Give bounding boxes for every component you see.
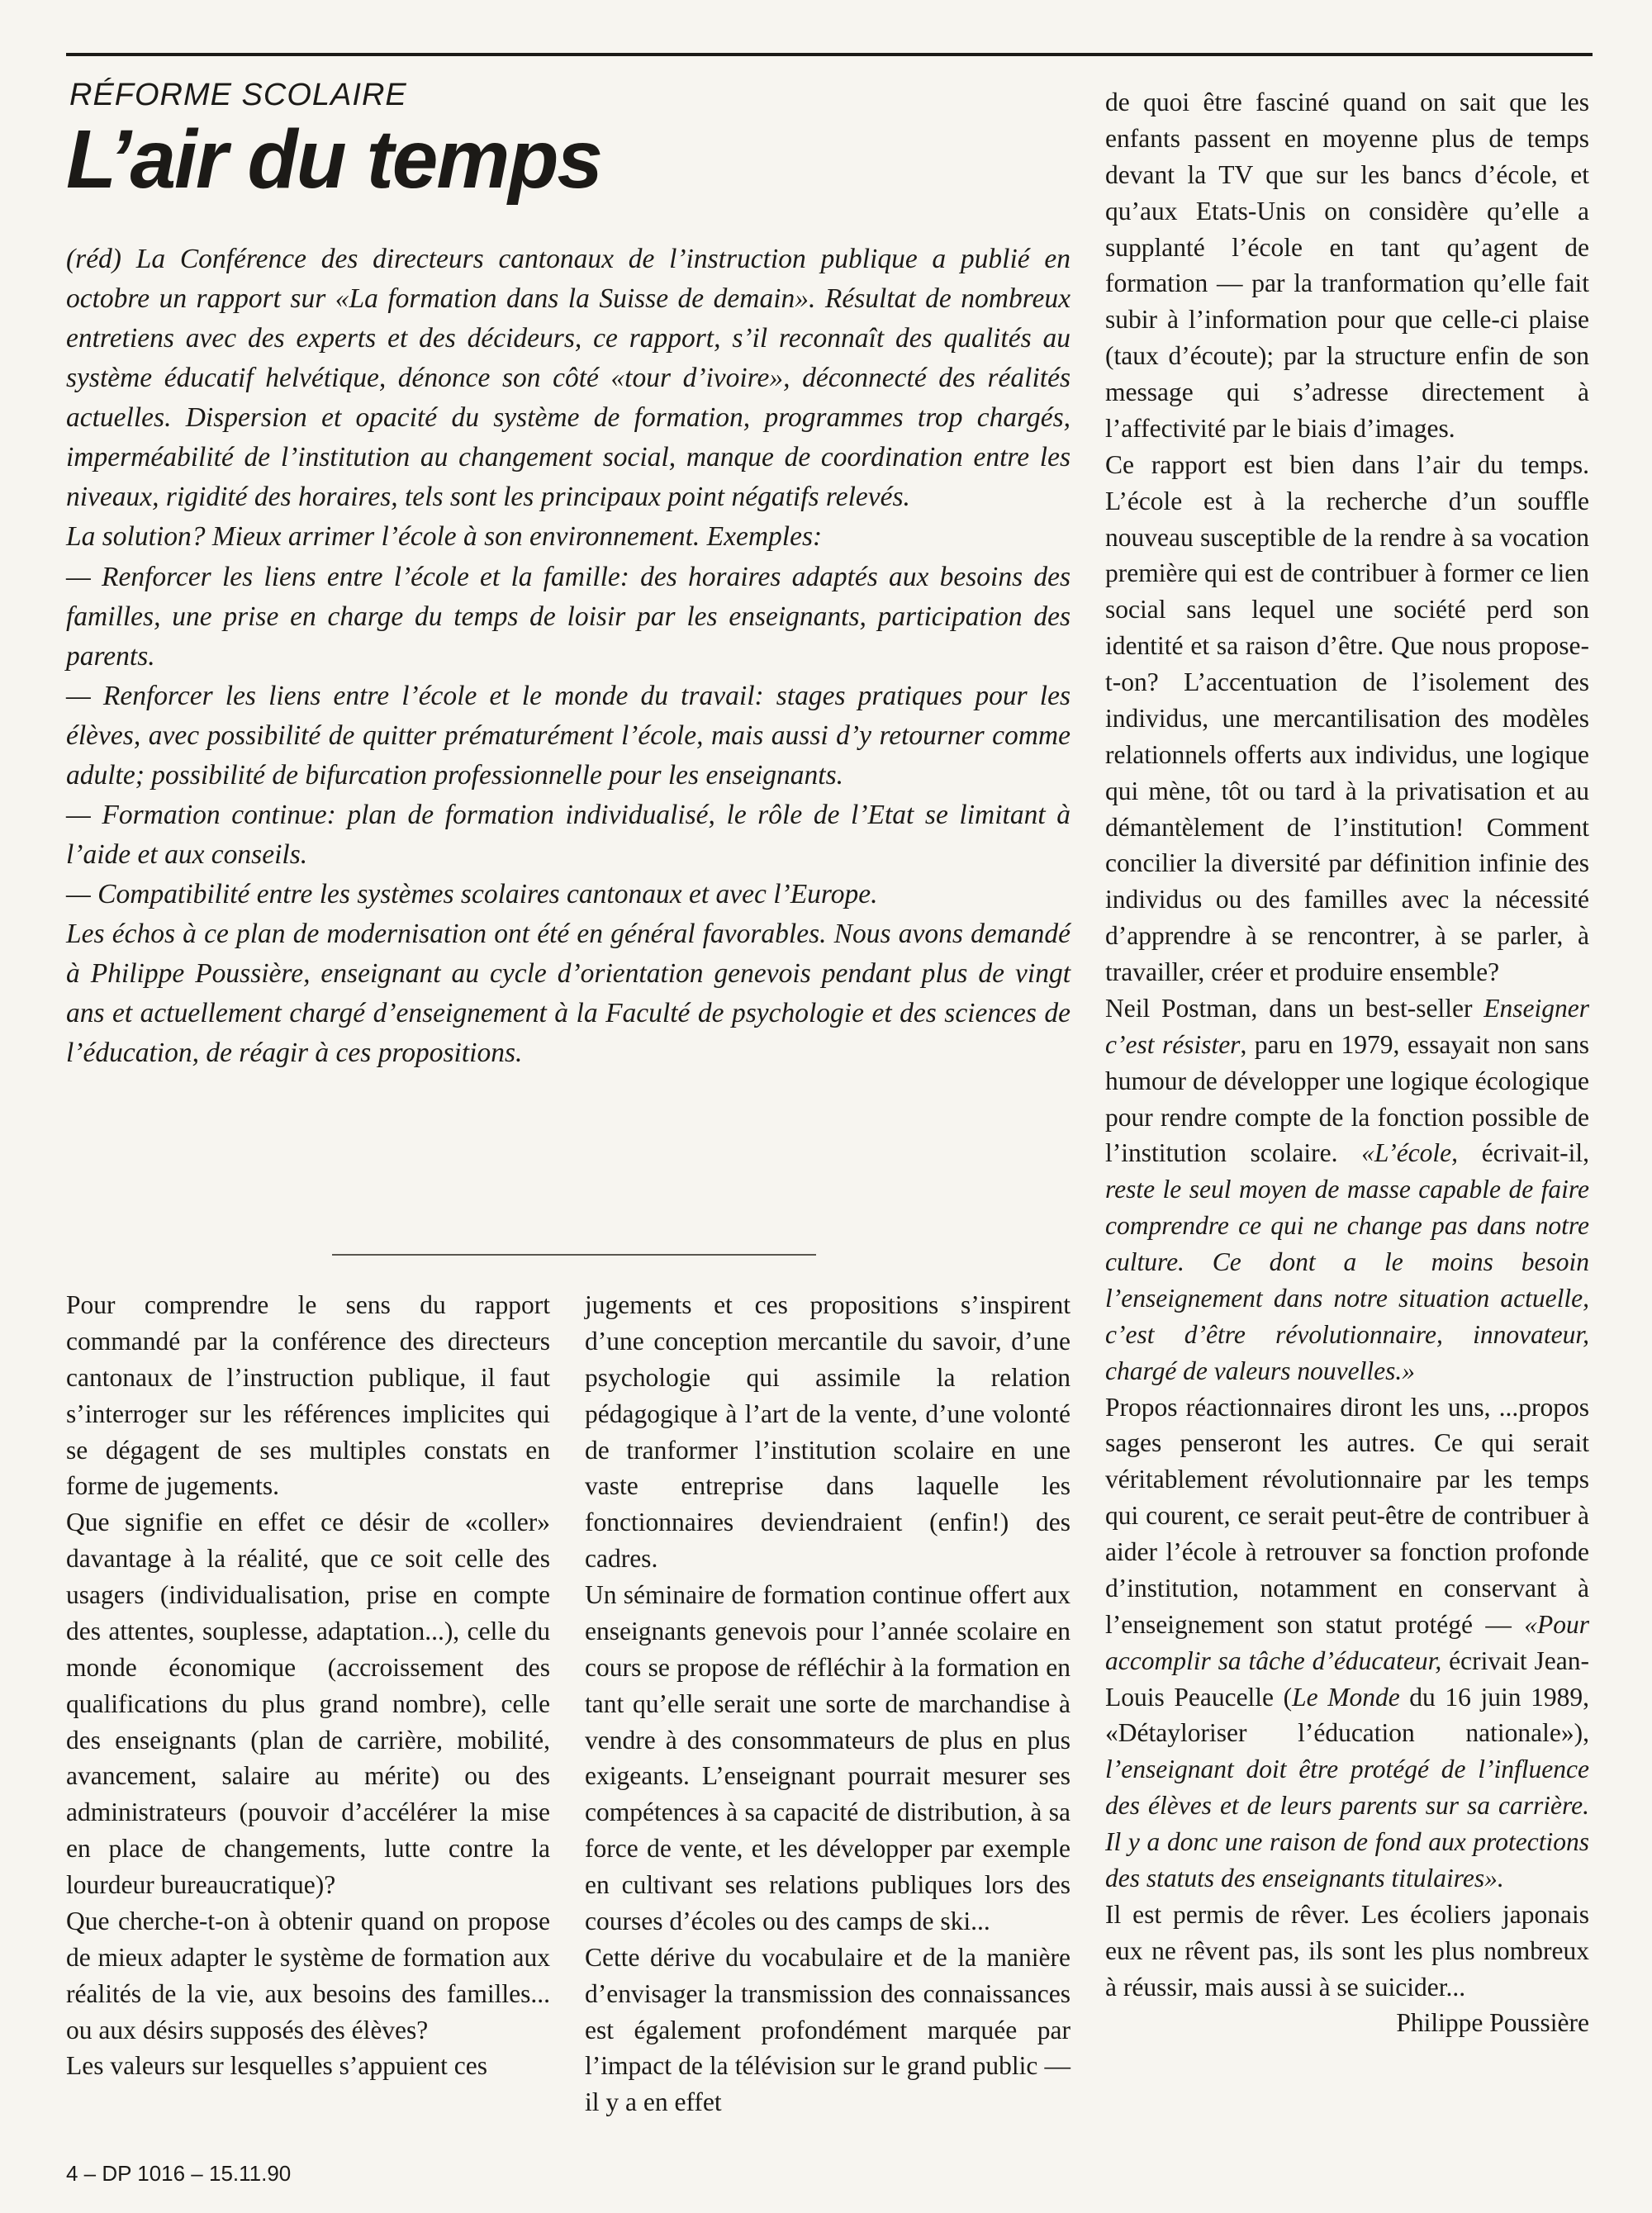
body-paragraph: jugements et ces propositions s’inspirent d’une conception mercantile du savoir, d’une psychologie qui assimile la relation pédagogique à l’art de la vente, d’une volonté de tranformer l’institution scolaire en une vaste entreprise dans laquelle les fonctionnaires deviendraient (enfin!) des cadres. xyxy=(585,1290,1070,1574)
intro-paragraph: — Compatibilité entre les systèmes scolaires cantonaux et avec l’Europe. xyxy=(66,879,878,909)
body-paragraph: Cette dérive du vocabulaire et de la manière d’envisager la transmission des connaissances est également profondément marquée par l’impact de la télévision sur le grand public — il y a en effet xyxy=(585,1942,1070,2117)
body-column-1 xyxy=(66,1287,550,2084)
intro-paragraph: — Formation continue: plan de formation individualisé, le rôle de l’Etat se limitant à l’aide et aux conseils. xyxy=(66,799,1070,870)
body-paragraph: Les valeurs sur lesquelles s’appuient ces xyxy=(66,2051,487,2081)
text-run: Propos réactionnaires diront les uns, ...propos sages penseront les autres. Ce qui serait véritablement révolutionnaire par les temps qui courent, ce serait peut-être de contribuer à aider l’école à retrouver sa fonction profonde d’institution, notamment en conservant à l’enseignement son statut protégé — xyxy=(1105,1392,1589,1639)
intro-paragraph: — Renforcer les liens entre l’école et le monde du travail: stages pratiques pour les élèves, avec possibilité de quitter prématurément l’école, mais aussi d’y retourner comme adulte; possibilité de bifurcation professionnelle pour les enseignants. xyxy=(66,680,1070,791)
intro-paragraph: La solution? Mieux arrimer l’école à son environnement. Exemples: xyxy=(66,521,823,553)
body-paragraph: Pour comprendre le sens du rapport commandé par la conférence des directeurs cantonaux de l’instruction publique, il faut s’interroger sur les références implicites qui se dégagent de ses multiples constats en forme de jugements. xyxy=(66,1290,550,1501)
quote-run: reste le seul moyen de masse capable de faire comprendre ce qui ne change pas dans notre culture. Ce dont a le moins besoin l’enseignement dans notre situation actuelle, c’est d’être révolutionnaire, innovateur, chargé de valeurs nouvelles.» xyxy=(1105,1175,1589,1385)
body-column-2 xyxy=(585,1287,1070,2120)
intro-separator xyxy=(332,1254,816,1256)
top-rule xyxy=(66,53,1593,56)
newspaper-title: Le Monde xyxy=(1292,1682,1400,1712)
article-headline: L’air du temps xyxy=(66,113,602,206)
book-title: Enseigner c’est résister xyxy=(1105,993,1589,1059)
body-paragraph-postman xyxy=(1105,990,1589,1389)
body-paragraph-peaucelle xyxy=(1105,1389,1589,1897)
quote-run: «Pour accomplir sa tâche d’éducateur, xyxy=(1105,1609,1589,1675)
intro-paragraph: Les échos à ce plan de modernisation ont été en général favorables. Nous avons demandé à Philippe Poussière, enseignant au cycle d’orientation genevois pendant plus de vingt ans et actuellement chargé d’enseignement à la Faculté de psychologie et des sciences de l’éducation, de réagir à ces propositions. xyxy=(66,919,1070,1069)
intro-paragraph: — Renforcer les liens entre l’école et la famille: des horaires adaptés aux besoins des familles, une prise en charge du temps de loisir par les enseignants, participation des parents. xyxy=(66,561,1070,672)
intro-paragraph: (réd) La Conférence des directeurs cantonaux de l’instruction publique a publié en octobre un rapport sur «La formation dans la Suisse de demain». Résultat de nombreux entretiens avec des experts et des décideurs, ce rapport, s’il reconnaît des qualités au système éducatif helvétique, dénonce son côté «tour d’ivoire», déconnecté des réalités actuelles. Dispersion et opacité du système de formation, programmes trop chargés, imperméabilité de l’institution au changement social, manque de coordination entre les niveaux, rigidité des horaires, tels sont les principaux point négatifs relevés. xyxy=(66,244,1070,513)
section-kicker: RÉFORME SCOLAIRE xyxy=(69,78,407,112)
body-column-3 xyxy=(1105,84,1589,2041)
body-paragraph: de quoi être fasciné quand on sait que les enfants passent en moyenne plus de temps devant la TV que sur les bancs d’école, et qu’aux Etats-Unis on considère qu’elle a supplanté l’école en tant qu’agent de formation — par la tranformation qu’elle fait subir à l’information pour que celle-ci plaise (taux d’écoute); par la structure enfin de son message qui s’adresse directement à l’affectivité par le biais d’images. xyxy=(1105,88,1589,443)
text-run: , paru en 1979, essayait non sans humour de développer une logique écologique pour rendre compte de la fonction possible de l’institution scolaire. xyxy=(1105,1029,1589,1168)
body-paragraph: Un séminaire de formation continue offert aux enseignants genevois pour l’année scolaire en cours se propose de réfléchir à la formation en tant qu’elle serait une sorte de marchandise à vendre à des consommateurs de plus en plus exigeants. L’enseignant pourrait mesurer ses compétences à sa capacité de distribution, à sa force de vente, et les développer par exemple en cultivant ses relations publiques lors des courses d’écoles ou des camps de ski... xyxy=(585,1580,1070,1935)
text-run: Il est permis de rêver. Les écoliers japonais eux ne rêvent pas, ils sont les plus nombreux à réussir, mais aussi à se suicider... xyxy=(1105,1899,1589,2002)
body-paragraph: Que cherche-t-on à obtenir quand on propose de mieux adapter le système de formation aux réalités de la vie, aux besoins des familles... ou aux désirs supposés des élèves? xyxy=(66,1906,550,2044)
text-run: Neil Postman, dans un best-seller xyxy=(1105,993,1484,1023)
text-run: écrivait-il, xyxy=(1458,1138,1589,1168)
quote-run: «L’école, xyxy=(1361,1138,1459,1168)
author-signature: Philippe Poussière xyxy=(1396,2008,1589,2038)
page-footer: 4 – DP 1016 – 15.11.90 xyxy=(66,2161,292,2186)
body-paragraph: Que signifie en effet ce désir de «coller» davantage à la réalité, que ce soit celle des usagers (individualisation, prise en compte des attentes, souplesse, adaptation...), celle du monde économique (accroissement des qualifications du plus grand nombre), celle des enseignants (plan de carrière, mobilité, avancement, salaire au mérite) ou des administrateurs (pouvoir d’accélérer la mise en place de changements, lutte contre la lourdeur bureaucratique)? xyxy=(66,1508,550,1899)
text-run: du 16 juin 1989, «Détayloriser l’éducation nationale»), xyxy=(1105,1682,1589,1748)
body-paragraph: Ce rapport est bien dans l’air du temps. L’école est à la recherche d’un souffle nouveau susceptible de la rendre à sa vocation première qui est de contribuer à former ce lien social sans lequel une société perd son identité et sa raison d’être. Que nous propose-t-on? L’accentuation de l’isolement des individus, une mercantilisation des modèles relationnels offerts aux individus, une logique qui mène, tôt ou tard à la privatisation et au démantèlement de l’institution! Comment concilier la diversité par définition infinie des individus ou des familles avec la nécessité d’apprendre à se rencontrer, à se parler, à travailler, créer et produire ensemble? xyxy=(1105,449,1589,986)
editorial-intro xyxy=(66,240,1070,1073)
text-run: écrivait Jean-Louis Peaucelle ( xyxy=(1105,1646,1589,1712)
quote-run: l’enseignant doit être protégé de l’influence des élèves et de leurs parents sur sa carrière. Il y a donc une raison de fond aux protections des statuts des enseignants titulaires». xyxy=(1105,1755,1589,1892)
body-paragraph-final xyxy=(1105,1897,1589,2038)
